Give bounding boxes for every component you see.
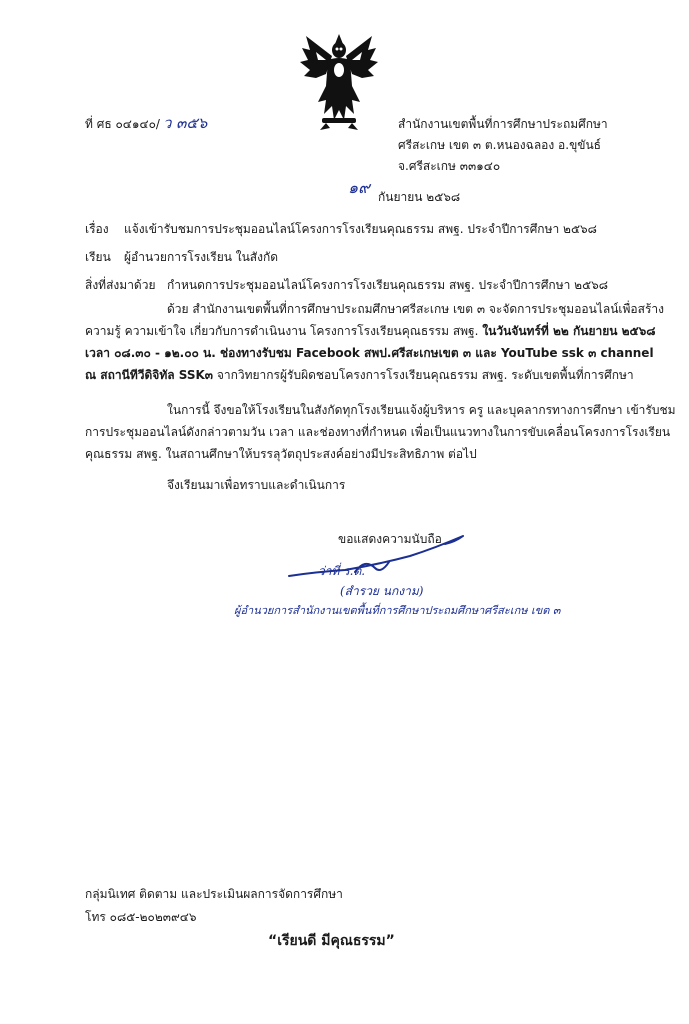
body-paragraph-1-line-4: ณ สถานีทีวีดิจิทัล SSK๓ จากวิทยากรผู้รับผิดชอบโครงการโรงเรียนคุณธรรม สพฐ. ระดับเขตพื้นที่การศึกษา (85, 368, 634, 382)
handwritten-ref-number: ว ๓๕๖ (162, 114, 208, 132)
signatory-position: ผู้อำนวยการสำนักงานเขตพื้นที่การศึกษาประถมศึกษาศรีสะเกษ เขต ๓ (234, 604, 561, 617)
footer-phone: โทร ๐๘๕-๒๐๒๓๙๔๖ (85, 910, 197, 924)
office-address-line-1: สำนักงานเขตพื้นที่การศึกษาประถมศึกษา (398, 117, 608, 131)
signatory-name: (สำรวย นกงาม) (340, 584, 424, 598)
subject-text: แจ้งเข้ารับชมการประชุมออนไลน์โครงการโรงเรียนคุณธรรม สพฐ. ประจำปีการศึกษา ๒๕๖๘ (124, 222, 597, 236)
meeting-date-highlight: ในวันจันทร์ที่ ๒๒ กันยายน ๒๕๖๘ (482, 324, 656, 338)
station-highlight: ณ สถานีทีวีดิจิทัล SSK๓ (85, 368, 214, 382)
subject-label: เรื่อง (85, 222, 109, 236)
office-address-line-3: จ.ศรีสะเกษ ๓๓๑๔๐ (398, 159, 501, 173)
office-address-line-2: ศรีสะเกษ เขต ๓ ต.หนองฉลอง อ.ขุขันธ์ (398, 138, 602, 152)
letter-date: กันยายน ๒๕๖๘ (378, 190, 461, 204)
garuda-emblem-icon (296, 30, 382, 134)
footer-department: กลุ่มนิเทศ ติดตาม และประเมินผลการจัดการศึกษา (85, 887, 343, 901)
enclosure-label: สิ่งที่ส่งมาด้วย (85, 278, 156, 292)
body-paragraph-3: จึงเรียนมาเพื่อทราบและดำเนินการ (167, 478, 346, 492)
recipient-label: เรียน (85, 250, 111, 264)
enclosure-text: กำหนดการประชุมออนไลน์โครงการโรงเรียนคุณธรรม สพฐ. ประจำปีการศึกษา ๒๕๖๘ (167, 278, 609, 292)
school-motto: “เรียนดี มีคุณธรรม” (268, 933, 395, 949)
body-paragraph-1-line-2: ความรู้ ความเข้าใจ เกี่ยวกับการดำเนินงาน โครงการโรงเรียนคุณธรรม สพฐ. ในวันจันทร์ที่ ๒๒ กันยายน ๒๕๖๘ (85, 324, 656, 338)
handwritten-date-day: ๑๙ (348, 178, 370, 197)
body-paragraph-2-line-2: การประชุมออนไลน์ดังกล่าวตามวัน เวลา และช่องทางที่กำหนด เพื่อเป็นแนวทางในการขับเคลื่อนโครงการโรงเรียน (85, 425, 671, 439)
body-paragraph-2-line-3: คุณธรรม สพฐ. ในสถานศึกษาให้บรรลุวัตถุประสงค์อย่างมีประสิทธิภาพ ต่อไป (85, 447, 477, 461)
body-paragraph-1-line-1: ด้วย สำนักงานเขตพื้นที่การศึกษาประถมศึกษาศรีสะเกษ เขต ๓ จะจัดการประชุมออนไลน์เพื่อสร้าง (167, 302, 664, 316)
body-paragraph-1-line-3: เวลา ๐๘.๓๐ - ๑๒.๐๐ น. ช่องทางรับชม Facebook สพป.ศรีสะเกษเขต ๓ และ YouTube ssk ๓ channel (85, 346, 654, 360)
signature-scribble-icon (285, 528, 475, 584)
reference-number: ที่ ศธ ๐๔๑๔๐/ ว ๓๕๖ (85, 114, 208, 132)
closing-salutation: ขอแสดงความนับถือ (338, 532, 442, 546)
recipient-text: ผู้อำนวยการโรงเรียน ในสังกัด (124, 250, 279, 264)
body-paragraph-2-line-1: ในการนี้ จึงขอให้โรงเรียนในสังกัดทุกโรงเรียนแจ้งผู้บริหาร ครู และบุคลากรทางการศึกษา เข้ารับชม (167, 403, 676, 417)
acting-rank-note: ว่าที่ ร.ต. (318, 564, 366, 578)
